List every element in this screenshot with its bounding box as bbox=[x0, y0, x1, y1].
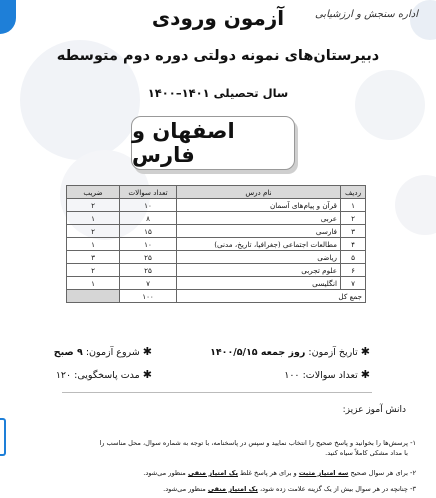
table-row bbox=[67, 199, 366, 212]
start-time-label: شروع آزمون: bbox=[85, 347, 140, 358]
row-number: ۱ bbox=[341, 199, 366, 212]
table-row bbox=[67, 277, 366, 290]
row-number: ۳ bbox=[341, 225, 366, 238]
subject-name: علوم تجربی bbox=[177, 264, 341, 277]
total-label: جمع کل bbox=[177, 290, 366, 303]
question-count: ۸ bbox=[120, 212, 177, 225]
coefficient: ۱ bbox=[67, 238, 120, 251]
star-icon: ✱ bbox=[142, 368, 152, 381]
divider bbox=[62, 392, 372, 393]
emphasis-negative-score: یک امتیاز منفی bbox=[187, 469, 238, 477]
coefficient: ۱ bbox=[67, 212, 120, 225]
star-icon: ✱ bbox=[360, 345, 370, 358]
star-icon: ✱ bbox=[142, 345, 152, 358]
coefficient: ۳ bbox=[67, 251, 120, 264]
subject-name: عربی bbox=[177, 212, 341, 225]
question-count: ۷ bbox=[120, 277, 177, 290]
coefficient: ۲ bbox=[67, 199, 120, 212]
question-total bbox=[284, 368, 370, 381]
emphasis-positive-score: سه امتیاز مثبت bbox=[298, 469, 349, 477]
table-header-row bbox=[67, 186, 366, 199]
subject-name: ریاضی bbox=[177, 251, 341, 264]
duration-value: ۱۲۰ bbox=[55, 370, 72, 381]
empty-cell bbox=[67, 290, 120, 303]
question-count: ۱۰ bbox=[120, 238, 177, 251]
page-title: آزمون ورودی bbox=[151, 6, 285, 30]
question-count: ۲۵ bbox=[120, 251, 177, 264]
academic-year: سال تحصیلی ۱۴۰۱–۱۴۰۰ bbox=[147, 86, 289, 100]
greeting: دانش آموز عزیز: bbox=[342, 405, 406, 415]
emphasis-negative-score: یک امتیاز منفی bbox=[207, 485, 258, 493]
coefficient: ۱ bbox=[67, 277, 120, 290]
organization-logo: اداره سنجش و ارزشیابی bbox=[314, 9, 418, 20]
instruction-text: منظور می‌شود. bbox=[163, 485, 208, 493]
answer-duration bbox=[56, 368, 152, 381]
table-row bbox=[67, 264, 366, 277]
subject-name: قرآن و پیام‌های آسمان bbox=[177, 199, 341, 212]
instruction-2 bbox=[6, 468, 416, 478]
row-number: ۶ bbox=[341, 264, 366, 277]
question-count: ۲۵ bbox=[120, 264, 177, 277]
question-total-label: تعداد سوالات: bbox=[302, 370, 358, 381]
coefficient: ۲ bbox=[67, 225, 120, 238]
exam-date-label: تاریخ آزمون: bbox=[308, 347, 358, 358]
exam-start-time bbox=[54, 345, 152, 358]
table-row bbox=[67, 251, 366, 264]
duration-label: مدت پاسخگویی: bbox=[74, 370, 140, 381]
instruction-1-line-1: ۱- پرسش‌ها را بخوانید و پاسخ صحیح را انتخاب نمایید و سپس در پاسخنامه، با توجه به شماره سوال، محل مناسب را bbox=[99, 439, 416, 447]
row-number: ۲ bbox=[341, 212, 366, 225]
subject-name: انگلیسی bbox=[177, 277, 341, 290]
exam-date-value: روز جمعه ۱۴۰۰/۵/۱۵ bbox=[210, 347, 306, 358]
table-total-row bbox=[67, 290, 366, 303]
subject-name: مطالعات اجتماعی (جغرافیا، تاریخ، مدنی) bbox=[177, 238, 341, 251]
table-row bbox=[67, 225, 366, 238]
exam-date bbox=[210, 345, 370, 358]
question-count: ۱۵ bbox=[120, 225, 177, 238]
subject-name: فارسی bbox=[177, 225, 341, 238]
instruction-1-line-2: با مداد مشکی کاملاً سیاه کنید. bbox=[325, 449, 408, 457]
table-row bbox=[67, 238, 366, 251]
background-circle bbox=[395, 175, 436, 235]
start-time-value: ۹ صبح bbox=[53, 347, 83, 358]
col-header-coefficient: ضریب bbox=[67, 186, 120, 199]
instruction-text: ۳- چنانچه در هر سوال بیش از یک گزینه علامت زده شود، bbox=[257, 485, 416, 493]
instruction-text: منظور می‌شود. bbox=[143, 469, 188, 477]
instruction-text: و برای هر پاسخ غلط bbox=[237, 469, 299, 477]
subjects-table bbox=[66, 185, 366, 303]
row-number: ۴ bbox=[341, 238, 366, 251]
star-icon: ✱ bbox=[360, 368, 370, 381]
col-header-question-count: تعداد سوالات bbox=[120, 186, 177, 199]
instruction-3 bbox=[6, 484, 416, 494]
question-total-value: ۱۰۰ bbox=[284, 370, 300, 381]
coefficient: ۲ bbox=[67, 264, 120, 277]
row-number: ۷ bbox=[341, 277, 366, 290]
question-count: ۱۰ bbox=[120, 199, 177, 212]
instruction-1 bbox=[6, 438, 416, 458]
row-number: ۵ bbox=[341, 251, 366, 264]
col-header-row-number: ردیف bbox=[341, 186, 366, 199]
region-badge bbox=[131, 116, 295, 170]
page-subtitle: دبیرستان‌های نمونه دولتی دوره دوم متوسطه bbox=[56, 48, 380, 64]
background-circle bbox=[355, 70, 425, 140]
total-question-count: ۱۰۰ bbox=[120, 290, 177, 303]
instruction-text: ۲- برای هر سوال صحیح bbox=[348, 469, 416, 477]
table-row bbox=[67, 212, 366, 225]
col-header-subject: نام درس bbox=[177, 186, 341, 199]
region-name: اصفهان و فارس bbox=[132, 119, 235, 167]
